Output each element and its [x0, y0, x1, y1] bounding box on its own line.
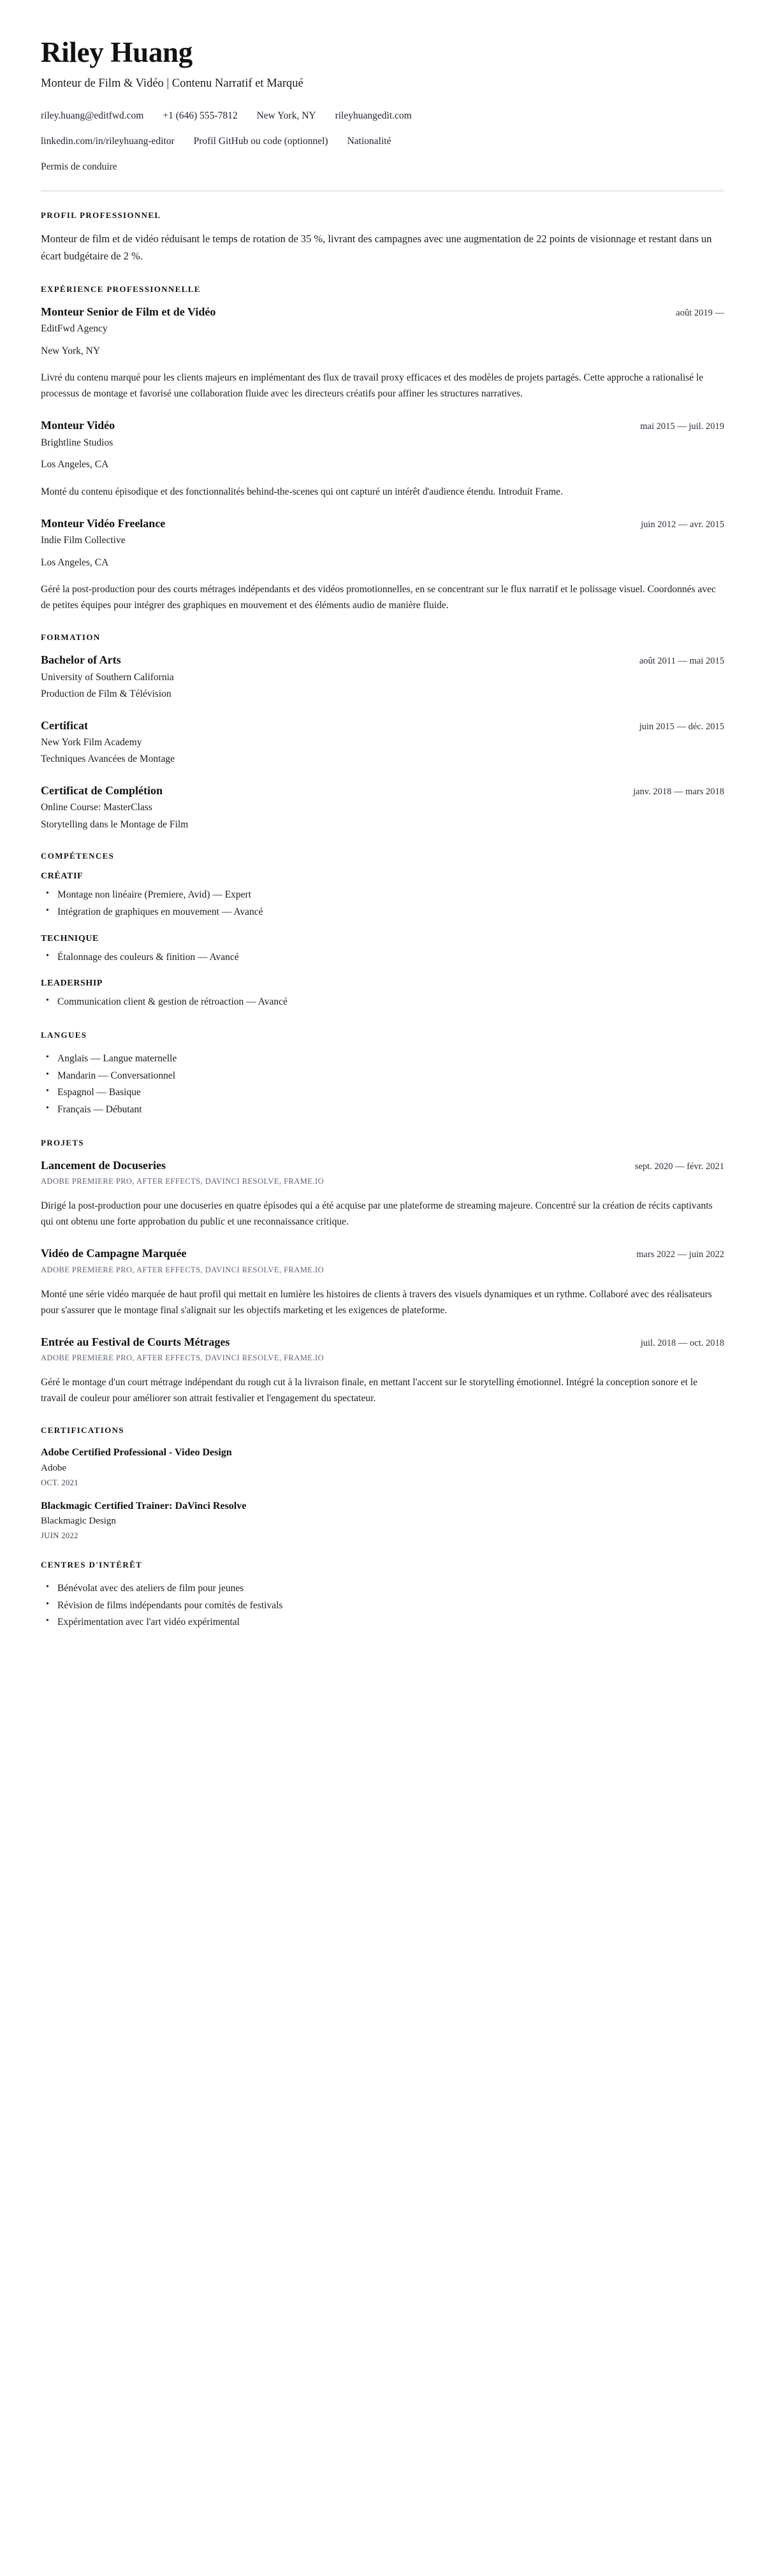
skill-items: [41, 949, 724, 966]
contact-item[interactable]: Nationalité: [347, 135, 391, 147]
entry-field-of-study: Techniques Avancées de Montage: [41, 753, 175, 765]
project-entry: [41, 1158, 724, 1230]
project-tech-stack: ADOBE PREMIERE PRO, AFTER EFFECTS, DAVINCI RESOLVE, FRAME.IO: [41, 1265, 324, 1274]
entry-degree: Bachelor of Arts: [41, 653, 121, 667]
skill-item: • Montage non linéaire (Premiere, Avid) — Expert: [57, 887, 724, 904]
entry-date-range: août 2019 —: [676, 307, 724, 318]
experience-list: [41, 305, 724, 614]
entry-header: [41, 516, 724, 531]
skill-group-title: CRÉATIF: [41, 871, 84, 882]
certification-issuer: Blackmagic Design: [41, 1516, 116, 1527]
project-tech-stack: ADOBE PREMIERE PRO, AFTER EFFECTS, DAVINCI RESOLVE, FRAME.IO: [41, 1353, 324, 1363]
entry-date-range: sept. 2020 — févr. 2021: [634, 1161, 724, 1172]
education-list: [41, 653, 724, 832]
entry-date-range: mai 2015 — juil. 2019: [640, 421, 724, 432]
entry-degree: Certificat: [41, 718, 88, 732]
project-title: Vidéo de Campagne Marquée: [41, 1247, 187, 1260]
certification-entry: [41, 1446, 724, 1487]
entry-location: New York, NY: [41, 345, 101, 356]
section-title-interests: CENTRES D'INTÉRÊT: [41, 1560, 143, 1570]
section-title-projects: PROJETS: [41, 1137, 84, 1147]
section-profile: [41, 210, 724, 265]
skill-items: [41, 994, 724, 1011]
entry-institution: New York Film Academy: [41, 737, 142, 748]
interest-item: • Expérimentation avec l'art vidéo expérimental: [57, 1614, 724, 1631]
skill-items: [41, 887, 724, 921]
interests-list: [41, 1580, 724, 1631]
entry-description: Monté du contenu épisodique et des fonctionnalités behind-the-scenes qui ont capturé un intérêt d'audience étendu. Introduit Frame.: [41, 486, 563, 497]
entry-date-range: juin 2012 — avr. 2015: [641, 519, 724, 530]
entry-date-range: janv. 2018 — mars 2018: [633, 786, 724, 797]
entry-header: [41, 653, 724, 667]
entry-header: [41, 305, 724, 319]
entry-description: Livré du contenu marqué pour les clients majeurs en implémentant des flux de travail proxy efficaces et des modèles de projets partagés. Cette approche a rationalisé le processus de montage et favorisé une collaboration fluide avec les directeurs créatifs pour affiner les structures narratives.: [41, 372, 704, 400]
contact-row: [41, 134, 724, 149]
section-title-experience: EXPÉRIENCE PROFESSIONNELLE: [41, 284, 201, 294]
section-title-skills: COMPÉTENCES: [41, 851, 115, 861]
skill-item: • Étalonnage des couleurs & finition — Avancé: [57, 949, 724, 966]
section-interests: [41, 1560, 724, 1631]
entry-location: Los Angeles, CA: [41, 459, 109, 470]
certification-name: Adobe Certified Professional - Video Design: [41, 1447, 232, 1459]
entry-header: [41, 718, 724, 733]
entry-job-title: Monteur Vidéo Freelance: [41, 516, 166, 530]
interest-item: • Bénévolat avec des ateliers de film pour jeunes: [57, 1580, 724, 1597]
contact-item[interactable]: +1 (646) 555-7812: [163, 110, 238, 121]
entry-company: EditFwd Agency: [41, 323, 108, 335]
entry-field-of-study: Storytelling dans le Montage de Film: [41, 819, 189, 830]
profile-summary: Monteur de film et de vidéo réduisant le temps de rotation de 35 %, livrant des campagnes avec une augmentation de 22 points de visionnage et restant dans un écart budgétaire de 2 %.: [41, 233, 712, 263]
section-projects: [41, 1138, 724, 1407]
certification-date: OCT. 2021: [41, 1478, 78, 1487]
skill-item: • Communication client & gestion de rétroaction — Avancé: [57, 994, 724, 1011]
project-entry: [41, 1246, 724, 1318]
section-certifications: [41, 1425, 724, 1541]
education-entry: [41, 718, 724, 767]
contact-item[interactable]: linkedin.com/in/rileyhuang-editor: [41, 135, 175, 147]
entry-header: [41, 1335, 724, 1350]
contact-item[interactable]: Profil GitHub ou code (optionnel): [193, 135, 328, 147]
project-description: Dirigé la post-production pour une docuseries en quatre épisodes qui a été acquise par une plateforme de streaming majeure. Concentré sur la création de récits captivants qui ont obtenu une forte approbation du public et une reconnaissance critique.: [41, 1200, 713, 1228]
project-title: Lancement de Docuseries: [41, 1158, 166, 1172]
contact-item[interactable]: riley.huang@editfwd.com: [41, 110, 144, 121]
entry-job-title: Monteur Vidéo: [41, 419, 115, 432]
project-description: Géré le montage d'un court métrage indépendant du rough cut à la livraison finale, en mettant l'accent sur le storytelling émotionnel. Intégré la conception sonore et le travail de couleur pour améliorer son attrait festivalier et l'engagement du spectateur.: [41, 1377, 697, 1404]
resume-header: [41, 37, 724, 174]
entry-institution: University of Southern California: [41, 671, 174, 683]
experience-entry: [41, 516, 724, 614]
contact-row: [41, 108, 724, 123]
certification-name: Blackmagic Certified Trainer: DaVinci Resolve: [41, 1500, 247, 1511]
language-item: • Mandarin — Conversationnel: [57, 1068, 724, 1085]
entry-date-range: juin 2015 — déc. 2015: [639, 721, 724, 732]
entry-degree: Certificat de Complétion: [41, 783, 163, 797]
language-item: • Anglais — Langue maternelle: [57, 1051, 724, 1068]
entry-date-range: juil. 2018 — oct. 2018: [640, 1337, 724, 1348]
entry-company: Brightline Studios: [41, 437, 113, 448]
experience-entry: [41, 305, 724, 402]
experience-entry: [41, 418, 724, 499]
language-item: • Espagnol — Basique: [57, 1084, 724, 1102]
contact-item[interactable]: New York, NY: [256, 110, 316, 121]
section-title-education: FORMATION: [41, 632, 101, 643]
projects-list: [41, 1158, 724, 1407]
entry-header: [41, 1246, 724, 1261]
certifications-list: [41, 1446, 724, 1541]
entry-header: [41, 418, 724, 433]
contact-item[interactable]: rileyhuangedit.com: [335, 110, 412, 121]
candidate-headline: Monteur de Film & Vidéo | Contenu Narratif et Marqué: [41, 76, 303, 90]
entry-company: Indie Film Collective: [41, 535, 126, 546]
section-title-certifications: CERTIFICATIONS: [41, 1425, 124, 1436]
project-tech-stack: ADOBE PREMIERE PRO, AFTER EFFECTS, DAVINCI RESOLVE, FRAME.IO: [41, 1176, 324, 1186]
entry-location: Los Angeles, CA: [41, 557, 109, 568]
entry-institution: Online Course: MasterClass: [41, 802, 152, 813]
project-title: Entrée au Festival de Courts Métrages: [41, 1335, 230, 1348]
certification-entry: [41, 1499, 724, 1541]
certification-issuer: Adobe: [41, 1462, 66, 1473]
interest-item: • Révision de films indépendants pour comités de festivals: [57, 1597, 724, 1615]
education-entry: [41, 653, 724, 701]
entry-date-range: mars 2022 — juin 2022: [636, 1249, 724, 1260]
skill-group: [41, 979, 724, 1011]
candidate-name: Riley Huang: [41, 36, 193, 68]
section-skills: [41, 851, 724, 1011]
entry-description: Géré la post-production pour des courts métrages indépendants et des vidéos promotionnelles, en se concentrant sur le flux narratif et le polissage visuel. Coordonnés avec de petites équipes pour intégrer des graphiques en mouvement et des éléments audio de manière fluide.: [41, 584, 716, 611]
entry-field-of-study: Production de Film & Télévision: [41, 688, 171, 700]
skills-list: [41, 871, 724, 1011]
skill-group-title: TECHNIQUE: [41, 933, 99, 943]
education-entry: [41, 783, 724, 832]
contact-item[interactable]: Permis de conduire: [41, 161, 117, 173]
project-description: Monté une série vidéo marquée de haut profil qui mettait en lumière les histoires de clients à travers des visuels dynamiques et un rythme. Collaboré avec des réalisateurs pour s'assurer que le montage final s'alignait sur les objectifs marketing et les exigences de plateforme.: [41, 1288, 712, 1316]
section-experience: [41, 284, 724, 614]
entry-job-title: Monteur Senior de Film et de Vidéo: [41, 305, 216, 318]
entry-header: [41, 783, 724, 798]
contact-row: [41, 159, 724, 174]
section-education: [41, 632, 724, 832]
skill-group: [41, 871, 724, 921]
section-languages: [41, 1030, 724, 1119]
section-title-profile: PROFIL PROFESSIONNEL: [41, 210, 161, 221]
language-item: • Français — Débutant: [57, 1102, 724, 1119]
languages-list: [41, 1051, 724, 1119]
entry-date-range: août 2011 — mai 2015: [639, 656, 724, 667]
contact-block: [41, 108, 724, 175]
entry-header: [41, 1158, 724, 1173]
project-entry: [41, 1335, 724, 1407]
section-title-languages: LANGUES: [41, 1030, 87, 1040]
skill-item: • Intégration de graphiques en mouvement — Avancé: [57, 904, 724, 921]
skill-group: [41, 934, 724, 966]
certification-date: JUIN 2022: [41, 1531, 78, 1541]
skill-group-title: LEADERSHIP: [41, 979, 103, 989]
